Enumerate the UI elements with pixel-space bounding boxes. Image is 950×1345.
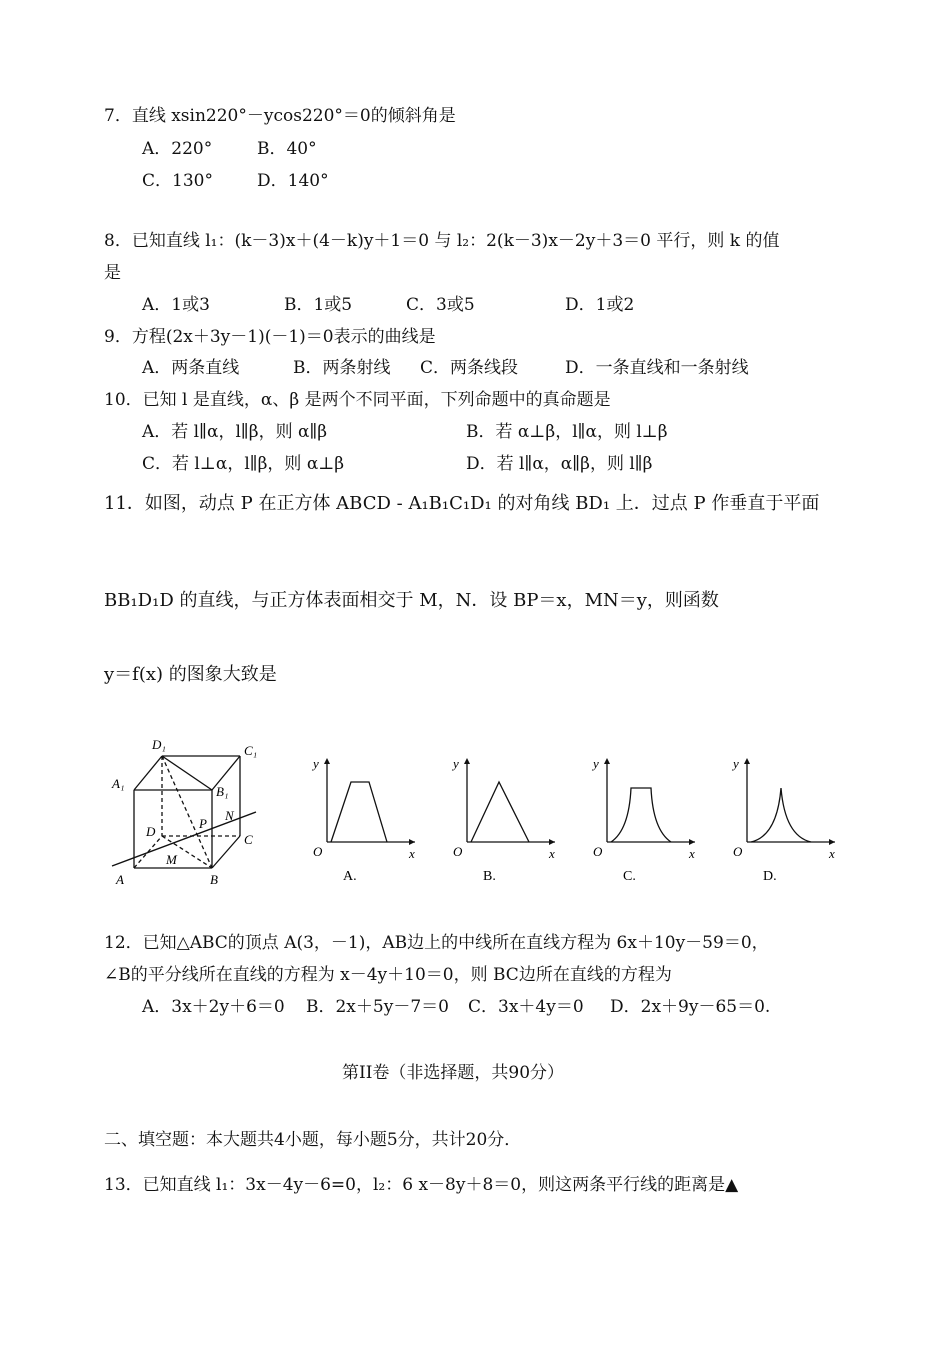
graph-d-label: D. bbox=[763, 869, 777, 884]
q9-option-d: D．一条直线和一条射线 bbox=[565, 358, 749, 378]
q8-option-c: C．3或5 bbox=[406, 295, 475, 315]
q12-stem-line1: 12．已知△ABC的顶点 A(3，－1)，AB边上的中线所在直线方程为 6x＋10y－59＝0， bbox=[104, 933, 769, 953]
q12-option-c: C．3x＋4y＝0 bbox=[468, 997, 584, 1017]
section2-title: 第II卷（非选择题，共90分） bbox=[342, 1063, 565, 1083]
cube-label-n: N bbox=[225, 808, 234, 823]
svg-text:y: y bbox=[313, 756, 319, 771]
q10-option-a: A．若 l∥α，l∥β，则 α∥β bbox=[142, 422, 328, 442]
q7-option-a: A．220° bbox=[142, 139, 213, 159]
svg-text:O: O bbox=[313, 844, 323, 859]
q10-stem: 10．已知 l 是直线，α、β 是两个不同平面，下列命题中的真命题是 bbox=[104, 390, 611, 410]
cube-label-a: A bbox=[116, 872, 124, 887]
q7-option-d: D．140° bbox=[257, 171, 329, 191]
svg-text:O: O bbox=[733, 844, 743, 859]
svg-text:x: x bbox=[689, 846, 695, 861]
q10-option-b: B．若 α⊥β，l∥α，则 l⊥β bbox=[466, 422, 668, 442]
q12-option-d: D．2x＋9y－65＝0. bbox=[610, 997, 771, 1017]
cube-label-d1: D₁ bbox=[152, 737, 166, 752]
q11-stem-line1: 11．如图，动点 P 在正方体 ABCD - A₁B₁C₁D₁ 的对角线 BD₁ 上．过点 P 作垂直于平面 bbox=[104, 493, 820, 514]
q7-option-b: B．40° bbox=[257, 139, 317, 159]
svg-text:y: y bbox=[593, 756, 599, 771]
svg-text:x: x bbox=[829, 846, 835, 861]
q12-stem-line2: ∠B的平分线所在直线的方程为 x－4y＋10＝0，则 BC边所在直线的方程为 bbox=[104, 965, 672, 985]
q8-stem-line1: 8．已知直线 l₁：(k－3)x＋(4－k)y＋1＝0 与 l₂：2(k－3)x－2y＋3＝0 平行，则 k 的值 bbox=[104, 231, 780, 251]
graph-option-b bbox=[445, 748, 565, 888]
graph-option-d bbox=[725, 748, 845, 888]
svg-text:O: O bbox=[453, 844, 463, 859]
cube-label-a1: A₁ bbox=[112, 776, 125, 791]
q11-stem-line2: BB₁D₁D 的直线，与正方体表面相交于 M，N．设 BP＝x，MN＝y，则函数 bbox=[104, 590, 719, 611]
q10-option-d: D．若 l∥α，α∥β，则 l∥β bbox=[466, 454, 653, 474]
q11-stem-line3: y＝f(x) 的图象大致是 bbox=[104, 664, 277, 685]
cube-figure bbox=[104, 728, 274, 893]
q9-option-b: B．两条射线 bbox=[293, 358, 391, 378]
q13-stem: 13．已知直线 l₁：3x－4y－6=0，l₂：6 x－8y＋8＝0，则这两条平行线的距离是▲ bbox=[104, 1175, 739, 1195]
q8-option-d: D．1或2 bbox=[565, 295, 635, 315]
svg-text:y: y bbox=[733, 756, 739, 771]
q12-option-b: B．2x＋5y－7＝0 bbox=[306, 997, 449, 1017]
q8-stem-line2: 是 bbox=[104, 263, 121, 283]
q8-option-a: A．1或3 bbox=[142, 295, 210, 315]
graph-option-a bbox=[305, 748, 425, 888]
q12-option-a: A．3x＋2y＋6＝0 bbox=[142, 997, 285, 1017]
svg-text:x: x bbox=[549, 846, 555, 861]
graph-option-c bbox=[585, 748, 705, 888]
q9-option-c: C．两条线段 bbox=[420, 358, 519, 378]
cube-label-c: C bbox=[244, 832, 253, 847]
q8-option-b: B．1或5 bbox=[284, 295, 353, 315]
fill-in-heading: 二、填空题：本大题共4小题，每小题5分，共计20分． bbox=[104, 1130, 522, 1150]
svg-text:x: x bbox=[409, 846, 415, 861]
graph-b-label: B. bbox=[483, 869, 496, 884]
cube-label-d: D bbox=[146, 824, 156, 839]
cube-label-c1: C₁ bbox=[244, 743, 258, 758]
svg-text:O: O bbox=[593, 844, 603, 859]
graph-c-label: C. bbox=[623, 869, 636, 884]
svg-text:y: y bbox=[453, 756, 459, 771]
q9-stem: 9．方程(2x＋3y－1)(－1)＝0表示的曲线是 bbox=[104, 327, 436, 347]
q7-stem: 7．直线 xsin220°－ycos220°＝0的倾斜角是 bbox=[104, 106, 456, 126]
cube-label-b: B bbox=[210, 872, 218, 887]
cube-label-m: M bbox=[166, 852, 177, 867]
q9-option-a: A．两条直线 bbox=[142, 358, 240, 378]
cube-label-b1: B₁ bbox=[216, 784, 229, 799]
cube-label-p: P bbox=[199, 816, 207, 831]
q7-option-c: C．130° bbox=[142, 171, 213, 191]
q10-option-c: C．若 l⊥α，l∥β，则 α⊥β bbox=[142, 454, 345, 474]
graph-a-label: A. bbox=[343, 869, 357, 884]
